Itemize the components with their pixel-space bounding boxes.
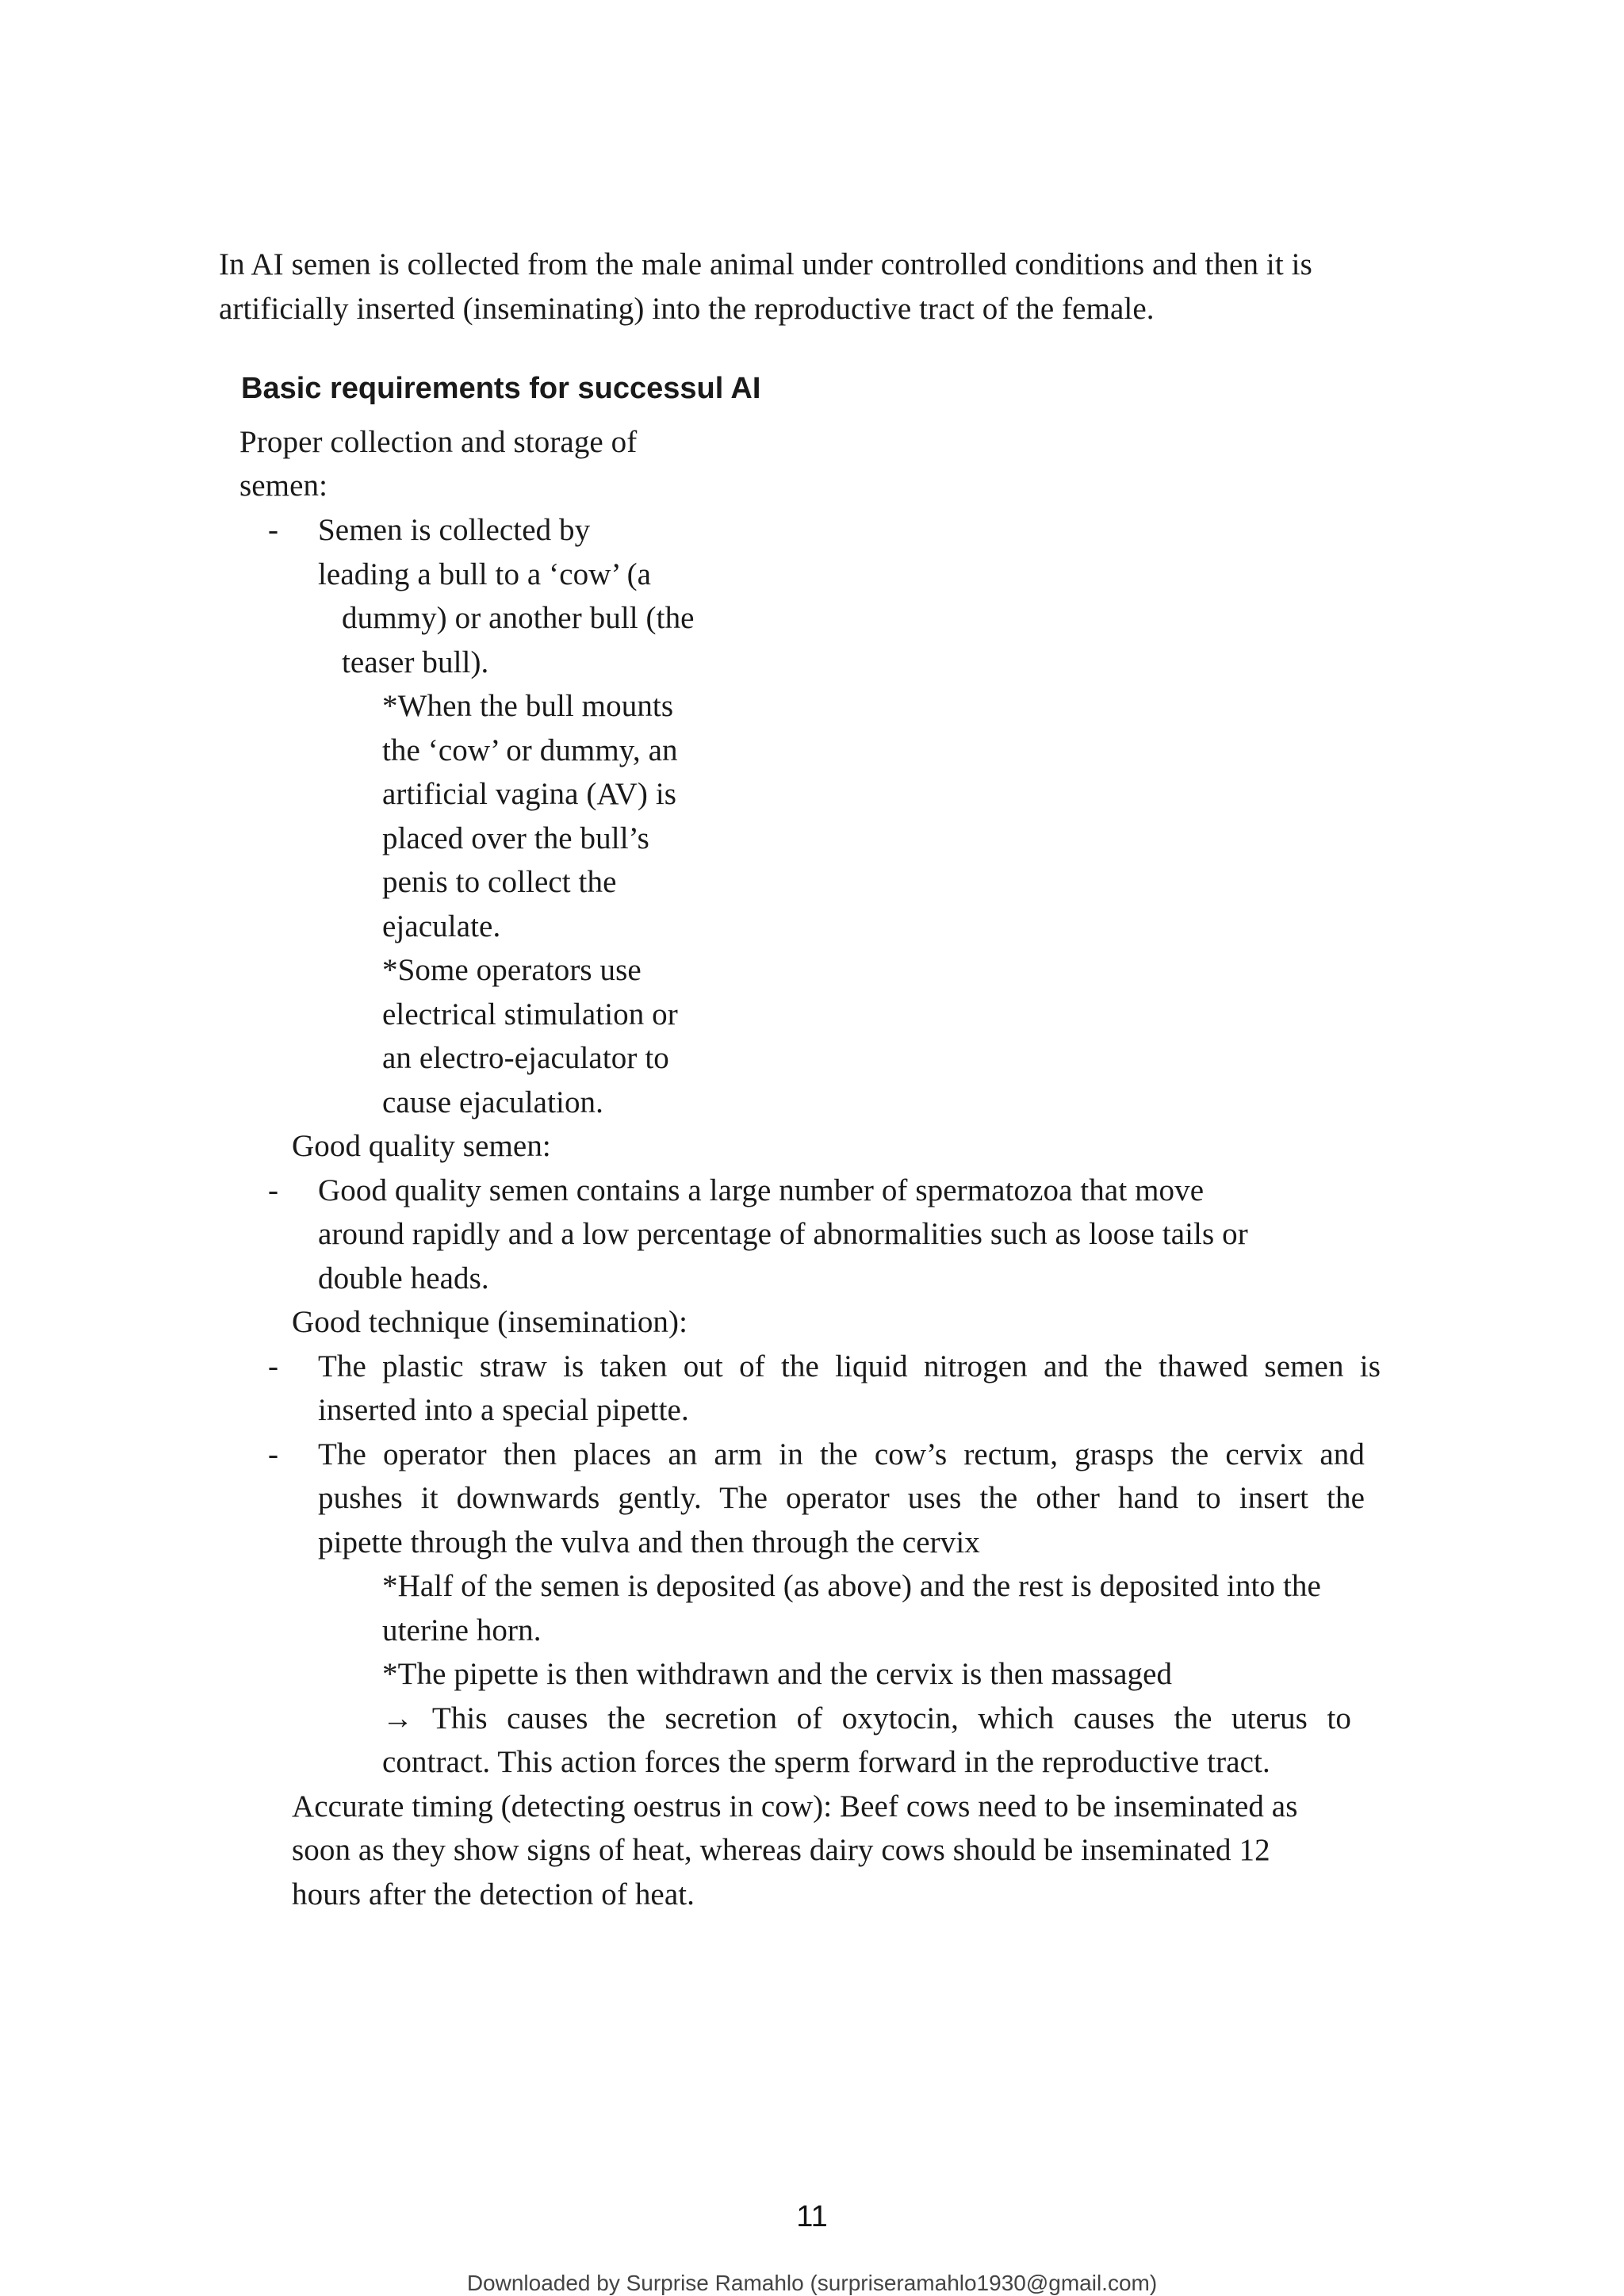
collection-note-line: the ‘cow’ or dummy, an bbox=[382, 733, 678, 767]
collection-note-line: cause ejaculation. bbox=[382, 1085, 603, 1119]
timing-line: soon as they show signs of heat, whereas dairy cows should be inseminated 12 bbox=[292, 1833, 1270, 1867]
technique-note-line: *Half of the semen is deposited (as above) and the rest is deposited into the bbox=[382, 1569, 1321, 1603]
quality-title: Good quality semen: bbox=[292, 1129, 551, 1163]
bullet-dash: - bbox=[268, 513, 278, 547]
collection-bullet-line: leading a bull to a ‘cow’ (a bbox=[318, 557, 652, 591]
technique-bullet-line: The plastic straw is taken out of the liquid nitrogen and the thawed semen is bbox=[318, 1349, 1381, 1383]
bullet-dash: - bbox=[268, 1173, 278, 1207]
collection-title: semen: bbox=[239, 469, 328, 503]
collection-note-line: placed over the bull’s bbox=[382, 821, 649, 855]
technique-note-line: → This causes the secretion of oxytocin, which causes the uterus to bbox=[382, 1701, 1351, 1735]
page-number: 11 bbox=[796, 2200, 828, 2233]
timing-line: Accurate timing (detecting oestrus in cow): Beef cows need to be inseminated as bbox=[292, 1789, 1298, 1823]
bullet-dash: - bbox=[268, 1349, 278, 1383]
technique-bullet-line: pipette through the vulva and then through the cervix bbox=[318, 1525, 980, 1559]
technique-bullet-line: inserted into a special pipette. bbox=[318, 1393, 689, 1427]
intro-line: In AI semen is collected from the male animal under controlled conditions and then it is bbox=[219, 247, 1312, 281]
technique-bullet-line: The operator then places an arm in the cow’s rectum, grasps the cervix and bbox=[318, 1437, 1365, 1471]
timing-line: hours after the detection of heat. bbox=[292, 1877, 695, 1911]
technique-note-line: *The pipette is then withdrawn and the cervix is then massaged bbox=[382, 1657, 1173, 1691]
technique-note-line: uterine horn. bbox=[382, 1613, 542, 1647]
collection-note-line: *When the bull mounts bbox=[382, 689, 674, 723]
quality-bullet-line: Good quality semen contains a large number of spermatozoa that move bbox=[318, 1173, 1205, 1207]
collection-title: Proper collection and storage of bbox=[239, 425, 638, 459]
technique-note-line: contract. This action forces the sperm forward in the reproductive tract. bbox=[382, 1745, 1270, 1779]
collection-note-line: *Some operators use bbox=[382, 953, 642, 987]
collection-note-line: ejaculate. bbox=[382, 909, 501, 943]
collection-bullet-line: dummy) or another bull (the bbox=[342, 601, 695, 635]
collection-note-line: artificial vagina (AV) is bbox=[382, 777, 677, 811]
quality-bullet-line: around rapidly and a low percentage of abnormalities such as loose tails or bbox=[318, 1217, 1248, 1251]
section-heading: Basic requirements for successul AI bbox=[241, 372, 761, 405]
technique-bullet-line: pushes it downwards gently. The operator uses the other hand to insert the bbox=[318, 1481, 1365, 1515]
collection-note-line: an electro-ejaculator to bbox=[382, 1041, 669, 1075]
bullet-dash: - bbox=[268, 1437, 278, 1471]
quality-bullet-line: double heads. bbox=[318, 1261, 489, 1295]
collection-note-line: electrical stimulation or bbox=[382, 997, 678, 1031]
collection-note-line: penis to collect the bbox=[382, 865, 617, 899]
technique-title: Good technique (insemination): bbox=[292, 1305, 688, 1339]
collection-bullet-line: Semen is collected by bbox=[318, 513, 591, 547]
download-footer: Downloaded by Surprise Ramahlo (surpriseramahlo1930@gmail.com) bbox=[466, 2271, 1158, 2295]
collection-bullet-line: teaser bull). bbox=[342, 645, 489, 679]
intro-line: artificially inserted (inseminating) into the reproductive tract of the female. bbox=[219, 292, 1155, 326]
